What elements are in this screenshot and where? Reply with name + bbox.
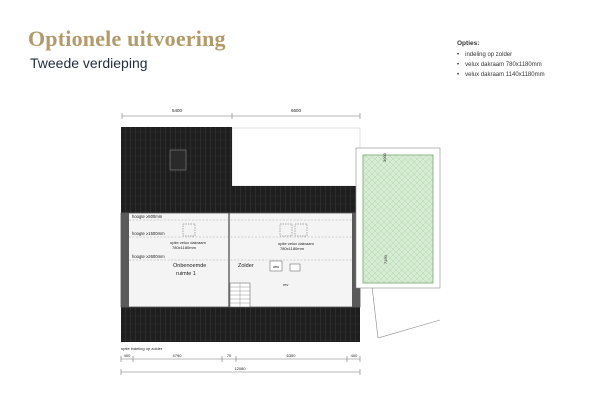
velux-label: optie velux dakraam	[170, 240, 206, 245]
side-dim-label: 7150	[383, 255, 388, 264]
room-label-right: Zolder	[238, 263, 254, 269]
dim-label: 400	[350, 353, 358, 358]
solar-panel-array	[356, 148, 440, 338]
equipment-label: mv	[283, 282, 289, 287]
mv-unit	[290, 264, 300, 271]
page-title: Optionele uitvoering	[28, 26, 226, 51]
dim-label: 6600	[290, 108, 302, 113]
height-label: hoogte ≥1500mm	[132, 231, 165, 236]
options-heading: Opties:	[457, 40, 480, 47]
velux-size: 780x1180mm	[280, 246, 304, 251]
side-dim-label: 3000	[382, 153, 387, 162]
room-label-left: Onbenoemde	[173, 263, 207, 269]
wall-left	[121, 213, 129, 307]
option-item: • indeling op zolder	[457, 50, 597, 60]
height-label: hoogte ≥500mm	[132, 214, 163, 219]
roof-upper-right	[232, 186, 360, 213]
dim-label: 5400	[171, 108, 183, 113]
velux-label: optie velux dakraam	[278, 241, 314, 246]
plan-outline	[232, 128, 360, 186]
option-item: • velux dakraam 780x1180mm	[457, 60, 597, 70]
page-subtitle: Tweede verdieping	[30, 55, 148, 71]
room-label-left-2: ruimte 1	[176, 271, 196, 277]
dim-label-total: 12080	[234, 366, 246, 371]
height-label: hoogte ≥2600mm	[132, 254, 165, 259]
dim-label: 6350	[286, 353, 296, 358]
top-dimension	[122, 108, 360, 119]
dim-label: 4790	[172, 353, 182, 358]
roof-lower	[121, 307, 360, 342]
dim-label: 400	[123, 353, 131, 358]
dim-label: 70	[226, 353, 232, 358]
chimney	[170, 150, 186, 170]
equipment-label: wtw	[273, 265, 280, 269]
staircase	[230, 283, 250, 307]
velux-size: 780x1180mm	[172, 245, 196, 250]
plan-note: optie indeling op zolder	[121, 346, 163, 351]
option-item: • velux dakraam 1140x1180mm	[457, 70, 597, 80]
